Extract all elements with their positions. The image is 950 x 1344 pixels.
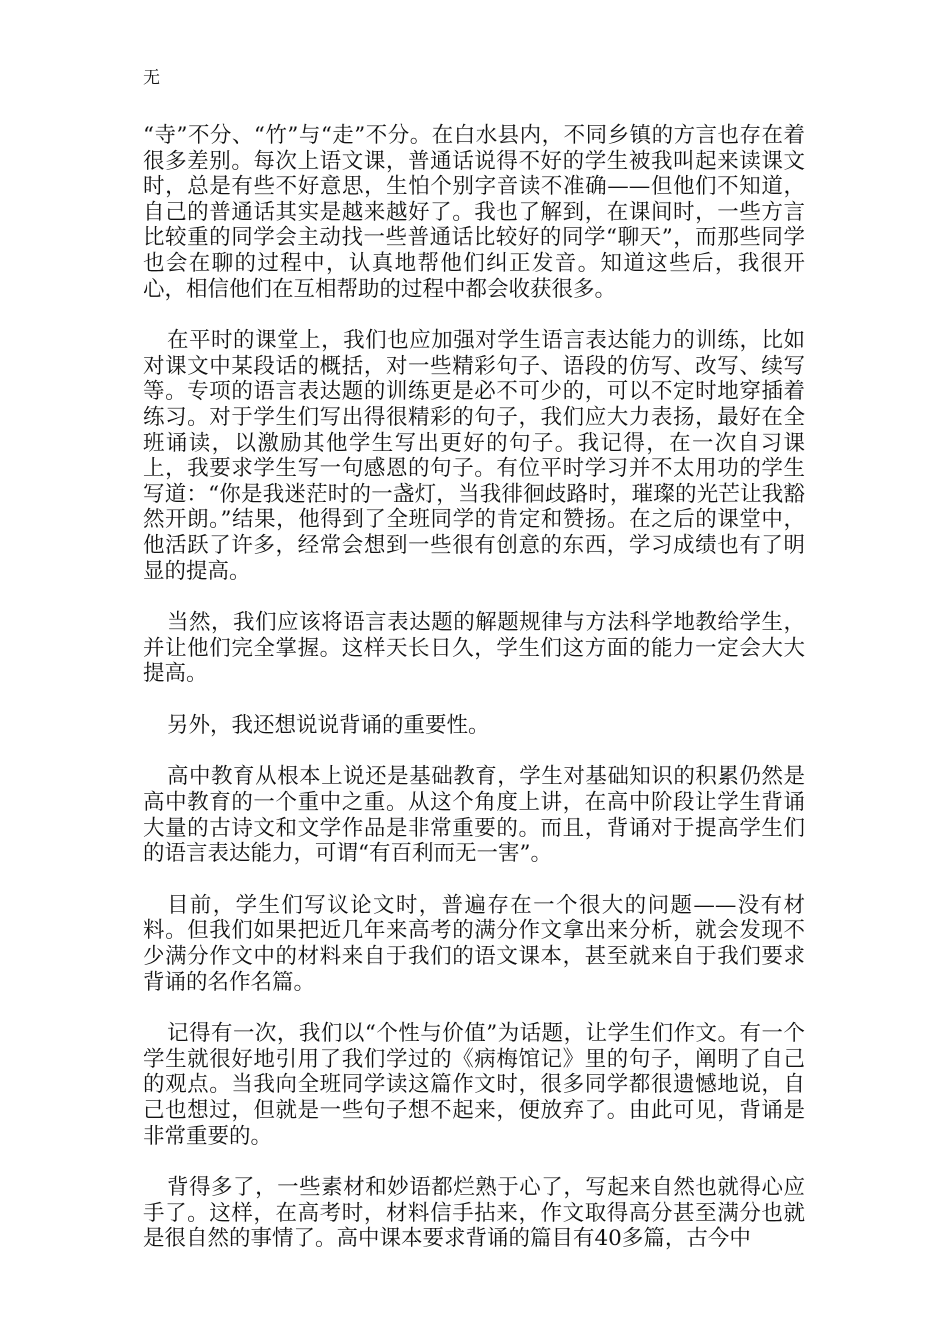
paragraph-3: 当然，我们应该将语言表达题的解题规律与方法科学地教给学生，并让他们完全掌握。这样天长日久，学生们这方面的能力一定会大大提高。 [143,610,805,687]
document-body [143,123,805,1278]
paragraph-1: “寺”不分、“竹”与“走”不分。在白水县内，不同乡镇的方言也存在着很多差别。每次上语文课，普通话说得不好的学生被我叫起来读课文时，总是有些不好意思，生怕个别字音读不准确——但他们不知道，自己的普通话其实是越来越好了。我也了解到，在课间时，一些方言比较重的同学会主动找一些普通话比较好的同学“聊天”，而那些同学也会在聊的过程中，认真地帮他们纠正发音。知道这些后，我很开心，相信他们在互相帮助的过程中都会收获很多。 [143,123,805,302]
paragraph-5: 高中教育从根本上说还是基础教育，学生对基础知识的积累仍然是高中教育的一个重中之重。从这个角度上讲，在高中阶段让学生背诵大量的古诗文和文学作品是非常重要的。而且，背诵对于提高学生们的语言表达能力，可谓“有百利而无一害”。 [143,764,805,867]
paragraph-6: 目前，学生们写议论文时，普遍存在一个很大的问题——没有材料。但我们如果把近几年来高考的满分作文拿出来分析，就会发现不少满分作文中的材料来自于我们的语文课本，甚至就来自于我们要求背诵的名作名篇。 [143,892,805,995]
paragraph-8: 背得多了，一些素材和妙语都烂熟于心了，写起来自然也就得心应手了。这样，在高考时，材料信手拈来，作文取得高分甚至满分也就是很自然的事情了。高中课本要求背诵的篇目有40多篇，古今中 [143,1175,805,1252]
paragraph-7: 记得有一次，我们以“个性与价值”为话题，让学生们作文。有一个学生就很好地引用了我们学过的《病梅馆记》里的句子，阐明了自己的观点。当我向全班同学读这篇作文时，很多同学都很遗憾地说，自己也想过，但就是一些句子想不起来，便放弃了。由此可见，背诵是非常重要的。 [143,1021,805,1149]
paragraph-2: 在平时的课堂上，我们也应加强对学生语言表达能力的训练，比如对课文中某段话的概括，对一些精彩句子、语段的仿写、改写、续写等。专项的语言表达题的训练更是必不可少的，可以不定时地穿插着练习。对于学生们写出得很精彩的句子，我们应大力表扬，最好在全班诵读，以激励其他学生写出更好的句子。我记得，在一次自习课上，我要求学生写一句感恩的句子。有位平时学习并不太用功的学生写道：“你是我迷茫时的一盏灯，当我徘徊歧路时，璀璨的光芒让我豁然开朗。”结果，他得到了全班同学的肯定和赞扬。在之后的课堂中，他活跃了许多，经常会想到一些很有创意的东西，学习成绩也有了明显的提高。 [143,328,805,584]
page-header: 无 [143,68,160,88]
paragraph-4: 另外，我还想说说背诵的重要性。 [167,712,490,738]
